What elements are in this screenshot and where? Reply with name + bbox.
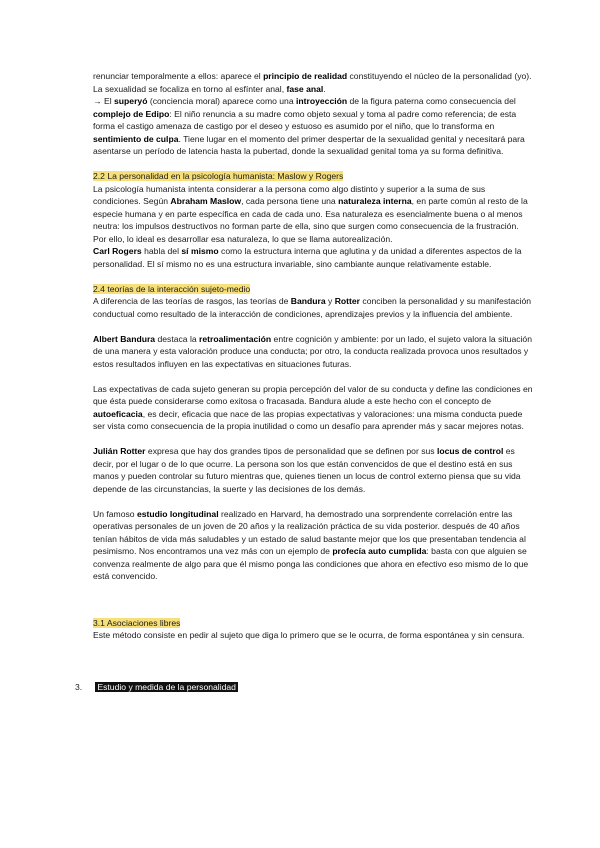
paragraph: Las expectativas de cada sujeto generan su propia percepción del valor de su conducta y define las condiciones en que ésta puede considerarse como exitosa o fracasada. Bandura alude a este hecho con el concepto de autoeficacia, es decir, eficacia que nace de las propias expectativas y valoraciones: una misma conducta puede ser vista como consecuencia de la propia inutilidad o como un desafío para aprender más y sacar mejores notas. [93,383,533,431]
section-heading-2-2: 2.2 La personalidad en la psicología humanista: Maslow y Rogers [93,171,344,181]
paragraph: La psicología humanista intenta considerar a la persona como algo distinto y superior a la suma de sus condiciones. Según Abraham Maslow, cada persona tiene una naturaleza interna, en parte común al resto de la especie humana y en parte específica en cada de cada uno. Esa naturaleza es esencialmente buena o al menos neutra: los impulsos destructivos no forman parte de ella, sino que surgen como consecuencia de la frustración. Por ello, lo ideal es desarrollar esa naturaleza, lo que se llama autorealización. [93,183,528,244]
paragraph: Carl Rogers habla del sí mismo como la estructura interna que aglutina y da unidad a diferentes aspectos de la personalidad. El sí mismo no es una estructura invariable, sino cambiante aunque relativamente estable. [93,246,522,269]
paragraph: → El superyó (conciencia moral) aparece como una introyección de la figura paterna como consecuencia del complejo de Edipo: El niño renuncia a su madre como objeto sexual y toma al padre como referencia; de esta forma el castigo amenaza de castigo por el deseo y estuoso es asumido por el niño, que lo transforma en sentimiento de culpa. Tiene lugar en el momento del primer despertar de la sexualidad genital y necesitará para asentarse un período de latencia hasta la pubertad, donde la sexualidad genital toma ya su forma definitiva. [93,96,525,156]
paragraph: A diferencia de las teorías de rasgos, las teorías de Bandura y Rotter conciben la personalidad y su manifestación conductual como resultado de la interacción de condiciones, aprendizajes previos y la influencia del ambiente. [93,296,532,319]
section-heading-3-1: 3.1 Asociaciones libres [93,617,181,628]
paragraph: Albert Bandura destaca la retroalimentación entre cognición y ambiente: por un lado, el sujeto valora la situación de una manera y esta valoración produce una conducta; por otro, la conducta realizada provoca unos resultados y estos resultados influyen en las expectativas en situaciones futuras. [93,333,532,369]
section-number: 3. [75,682,83,692]
section-heading-3 [75,681,238,693]
document-page [93,70,533,642]
paragraph: Un famoso estudio longitudinal realizado en Harvard, ha demostrado una sorprendente correlación entre las operativas personales de un joven de 20 años y la realización práctica de su vida posterior. después de 40 años tenían hábitos de vida más saludables y un estado de salud bastante mejor que los que presentaban tendencia al pesimismo. Nos encontramos una vez más con un ejemplo de profecía auto cumplida: basta con que alguien se convenza realmente de algo para que él mismo ponga las condiciones que ahora en efectivo eso mismo de lo que está convencido. [93,508,529,581]
paragraph: Julián Rotter expresa que hay dos grandes tipos de personalidad que se definen por sus locus de control es decir, por el lugar o de lo que ocurre. La persona son los que están convencidos de que el destino está en sus manos y pueden controlar su futuro mientras que, quienes tienen un locus de control externo piensa que su vida depende de las circunstancias, la suerte y las decisiones de los demás. [93,446,521,494]
paragraph: renunciar temporalmente a ellos: aparece el principio de realidad constituyendo el núcleo de la personalidad (yo). La sexualidad se focaliza en torno al esfínter anal, fase anal. [93,71,532,94]
paragraph: Este método consiste en pedir al sujeto que diga lo primero que se le ocurra, de forma espontánea y sin censura. [93,630,525,640]
section-title: Estudio y medida de la personalidad [97,682,236,692]
section-heading-2-4: 2.4 teorías de la interacción sujeto-medio [93,283,251,294]
